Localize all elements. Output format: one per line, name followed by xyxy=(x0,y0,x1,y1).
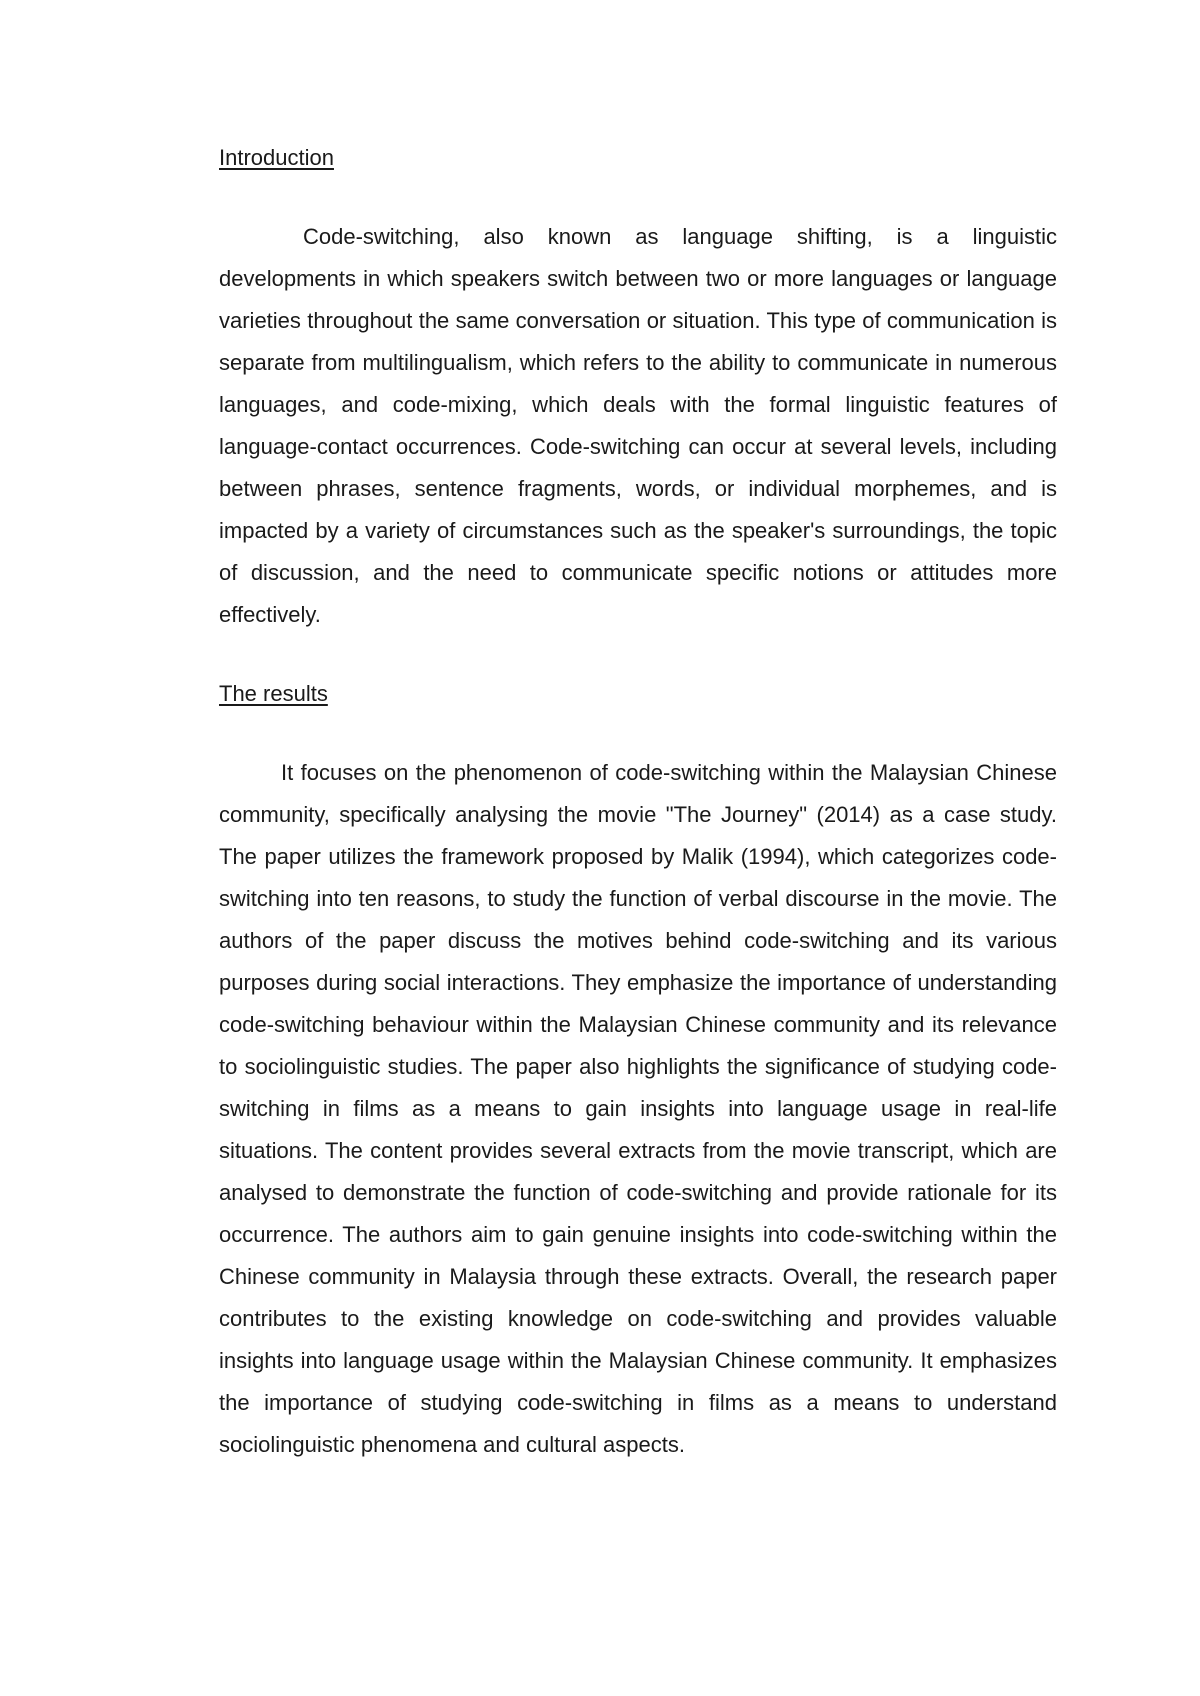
introduction-heading: Introduction xyxy=(219,145,334,170)
results-paragraph: It focuses on the phenomenon of code-switching within the Malaysian Chinese community, specifically analysing the movie "The Journey" (2014) as a case study. The paper utilizes the framework proposed by Malik (1994), which categorizes code-switching into ten reasons, to study the function of verbal discourse in the movie. The authors of the paper discuss the motives behind code-switching and its various purposes during social interactions. They emphasize the importance of understanding code-switching behaviour within the Malaysian Chinese community and its relevance to sociolinguistic studies. The paper also highlights the significance of studying code-switching in films as a means to gain insights into language usage in real-life situations. The content provides several extracts from the movie transcript, which are analysed to demonstrate the function of code-switching and provide rationale for its occurrence. The authors aim to gain genuine insights into code-switching within the Chinese community in Malaysia through these extracts. Overall, the research paper contributes to the existing knowledge on code-switching and provides valuable insights into language usage within the Malaysian Chinese community. It emphasizes the importance of studying code-switching in films as a means to understand sociolinguistic phenomena and cultural aspects. xyxy=(219,760,1057,1457)
introduction-paragraph: Code-switching, also known as language shifting, is a linguistic developments in which speakers switch between two or more languages or language varieties throughout the same conversation or situation. This type of communication is separate from multilingualism, which refers to the ability to communicate in numerous languages, and code-mixing, which deals with the formal linguistic features of language-contact occurrences. Code-switching can occur at several levels, including between phrases, sentence fragments, words, or individual morphemes, and is impacted by a variety of circumstances such as the speaker's surroundings, the topic of discussion, and the need to communicate specific notions or attitudes more effectively. xyxy=(219,224,1057,627)
document-page xyxy=(219,140,1057,1466)
results-heading: The results xyxy=(219,681,328,706)
